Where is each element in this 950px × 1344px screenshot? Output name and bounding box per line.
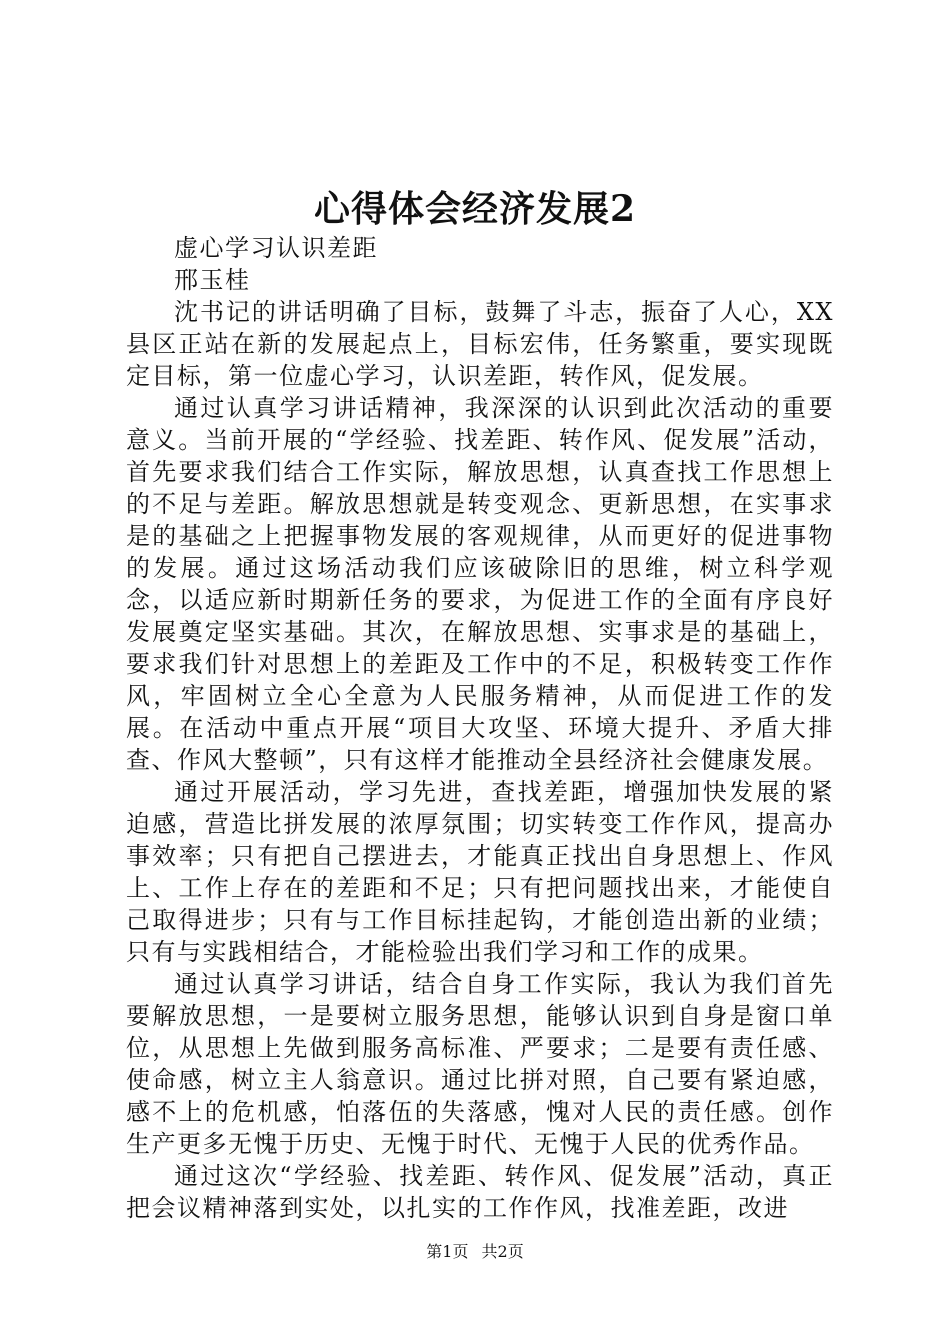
page-number: 第1页 — [426, 1242, 469, 1261]
document-title: 心得体会经济发展2 — [313, 188, 637, 230]
paragraph: 通过这次“学经验、找差距、转作风、促发展”活动，真正把会议精神落到实处，以扎实的工作作风，找准差距，改进 — [126, 1162, 834, 1222]
paragraph: 通过认真学习讲话精神，我深深的认识到此次活动的重要意义。当前开展的“学经验、找差距、转作风、促发展”活动，首先要求我们结合工作实际，解放思想，认真查找工作思想上的不足与差距。解放思想就是转变观念、更新思想，在实事求是的基础之上把握事物发展的客观规律，从而更好的促进事物的发展。通过这场活动我们应该破除旧的思维，树立科学观念，以适应新时期新任务的要求，为促进工作的全面有序良好发展奠定坚实基础。其次，在解放思想、实事求是的基础上，要求我们针对思想上的差距及工作中的不足，积极转变工作作风，牢固树立全心全意为人民服务精神，从而促进工作的发展。在活动中重点开展“项目大攻坚、环境大提升、矛盾大排查、作风大整顿”，只有这样才能推动全县经济社会健康发展。 — [126, 394, 834, 774]
page-footer — [0, 1242, 950, 1262]
document-body — [126, 232, 834, 1224]
document-author: 邢玉桂 — [174, 266, 251, 294]
paragraph: 沈书记的讲话明确了目标，鼓舞了斗志，振奋了人心，XX县区正站在新的发展起点上，目标宏伟，任务繁重，要实现既定目标，第一位虚心学习，认识差距，转作风，促发展。 — [126, 298, 834, 390]
paragraph: 通过开展活动，学习先进，查找差距，增强加快发展的紧迫感，营造比拼发展的浓厚氛围；切实转变工作作风，提高办事效率；只有把自己摆进去，才能真正找出自身思想上、作风上、工作上存在的差距和不足；只有把问题找出来，才能使自己取得进步；只有与工作目标挂起钩，才能创造出新的业绩；只有与实践相结合，才能检验出我们学习和工作的成果。 — [126, 778, 834, 966]
page-total: 共2页 — [481, 1242, 524, 1261]
paragraph: 通过认真学习讲话，结合自身工作实际，我认为我们首先要解放思想，一是要树立服务思想，能够认识到自身是窗口单位，从思想上先做到服务高标准、严要求；二是要有责任感、使命感，树立主人翁意识。通过比拼对照，自己要有紧迫感，感不上的危机感，怕落伍的失落感，愧对人民的责任感。创作生产更多无愧于历史、无愧于时代、无愧于人民的优秀作品。 — [126, 970, 834, 1158]
document-subtitle: 虚心学习认识差距 — [174, 234, 378, 262]
